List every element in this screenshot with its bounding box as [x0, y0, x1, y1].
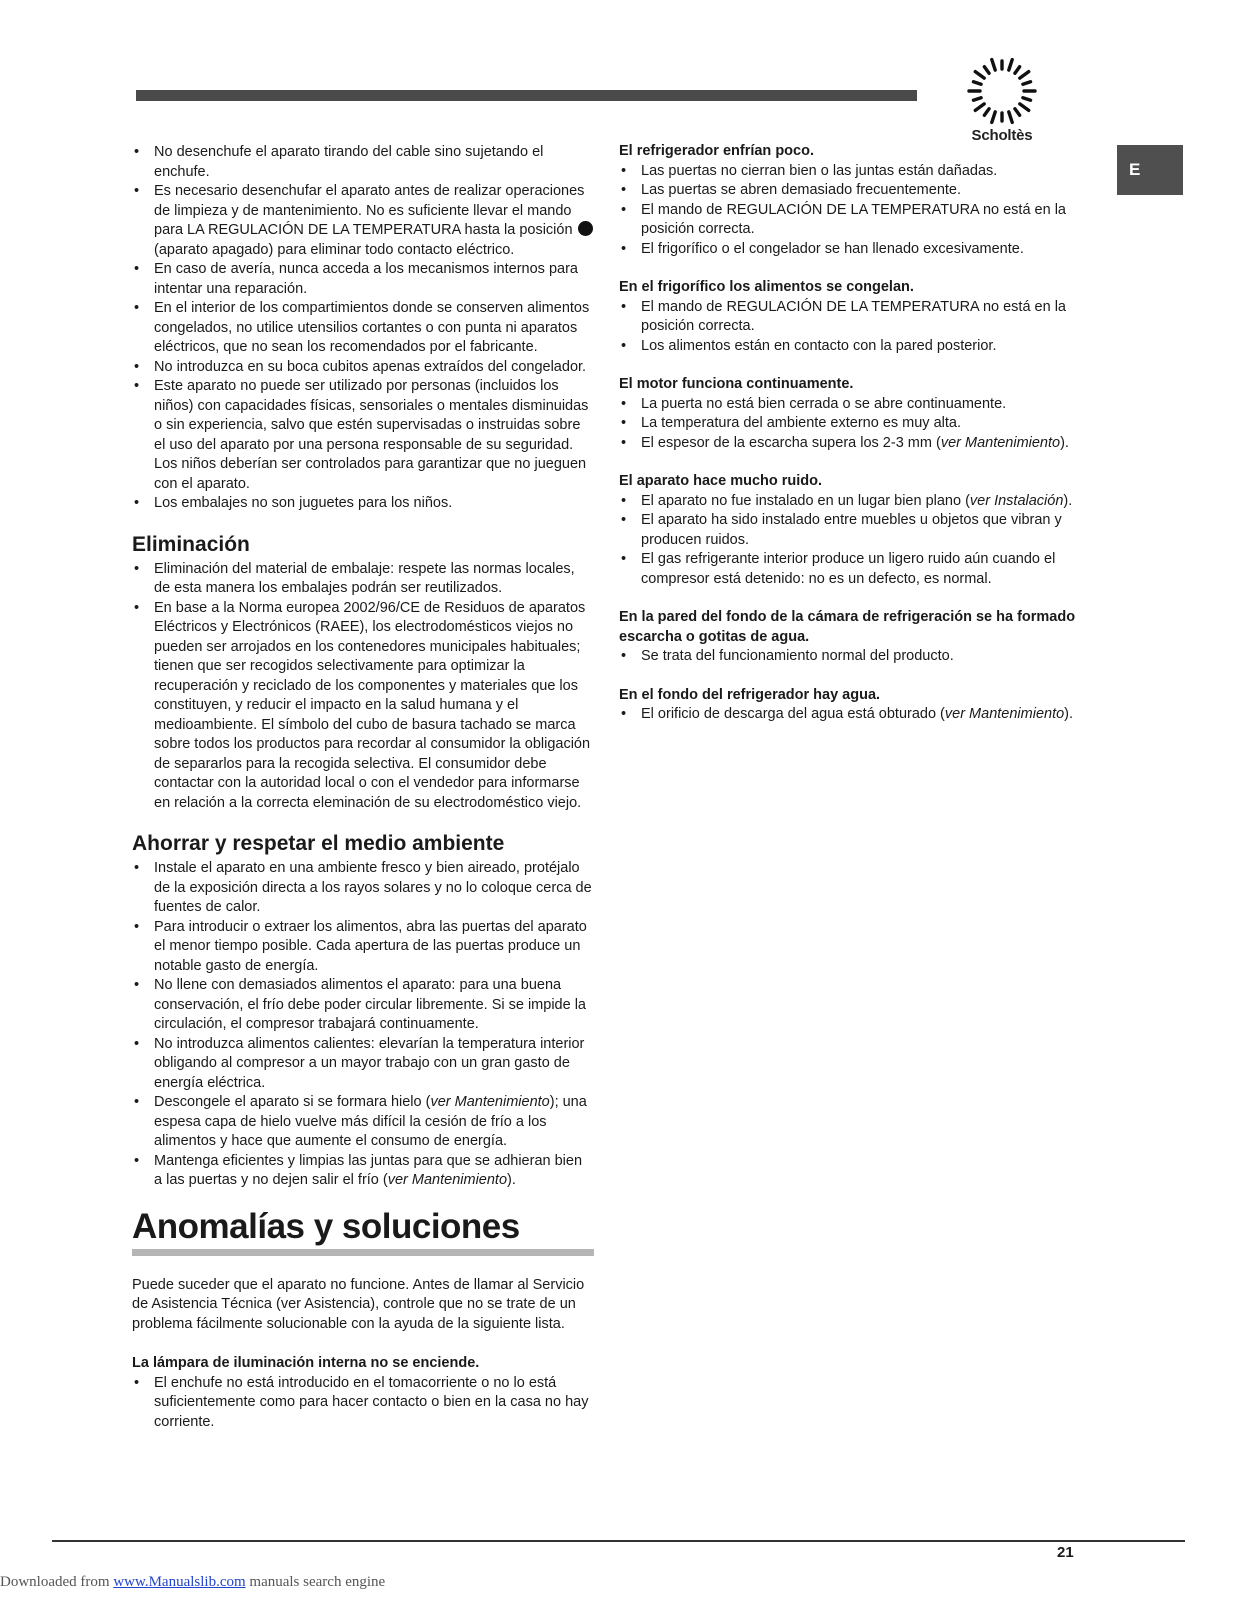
list-item: • Se trata del funcionamiento normal del producto. [619, 647, 1079, 667]
list-item: • Para introducir o extraer los alimentos, abra las puertas del aparato el menor tiempo posible. Cada apertura de las puertas produce un notable gasto de energía. [132, 918, 594, 977]
list-item: • No introduzca en su boca cubitos apenas extraídos del congelador. [132, 358, 594, 378]
logo-ray [1020, 104, 1029, 110]
problem-title: El aparato hace mucho ruido. [619, 473, 823, 489]
list-item: • El mando de REGULACIÓN DE LA TEMPERATURA no está en la posición correcta. [619, 201, 1079, 240]
list-item: • Las puertas no cierran bien o las juntas están dañadas. [619, 162, 1079, 182]
problem-group [619, 608, 1079, 667]
list-item: • Los alimentos están en contacto con la pared posterior. [619, 337, 1079, 357]
logo-ray [975, 104, 984, 110]
list-item: • Los embalajes no son juguetes para los niños. [132, 494, 594, 514]
logo-ray [984, 67, 989, 73]
list-item: • El mando de REGULACIÓN DE LA TEMPERATURA no está en la posición correcta. [619, 298, 1079, 337]
language-tab: E [1117, 145, 1183, 195]
list-item: • Descongele el aparato si se formara hielo (ver Mantenimiento); una espesa capa de hielo vuelve más difícil la cesión de frío a los alimentos y hace que aumente el consumo de energía. [132, 1093, 594, 1152]
problem-group [619, 472, 1079, 589]
logo-ray [1023, 98, 1031, 100]
sun-logo-icon [966, 56, 1038, 126]
title-underline [132, 1249, 594, 1256]
manualslib-link[interactable]: www.Manualslib.com [113, 1574, 246, 1590]
list-item: • El frigorífico o el congelador se han llenado excesivamente. [619, 240, 1079, 260]
list-item: • El aparato ha sido instalado entre muebles u objetos que vibran y producen ruidos. [619, 511, 1079, 550]
list-item: • El gas refrigerante interior produce un ligero ruido aún cuando el compresor está detenido: no es un defecto, es normal. [619, 550, 1079, 589]
problem-title: El motor funciona continuamente. [619, 376, 854, 392]
brand-logo [962, 56, 1042, 148]
left-column [132, 143, 594, 1432]
list-item: • Mantenga eficientes y limpias las juntas para que se adhieran bien a las puertas y no dejen salir el frío (ver Mantenimiento). [132, 1152, 594, 1191]
logo-ray [973, 98, 981, 100]
problem-group [619, 278, 1079, 356]
logo-ray [1023, 82, 1031, 84]
cross-reference: ver Mantenimiento [944, 706, 1065, 722]
list-item: • Eliminación del material de embalaje: respete las normas locales, de esta manera los embalajes podrán ser reutilizados. [132, 560, 594, 599]
page-number: 21 [1057, 1544, 1074, 1561]
cross-reference: ver Instalación [969, 492, 1064, 509]
problem-group [619, 686, 1079, 725]
section-title-ahorrar: Ahorrar y respetar el medio ambiente [132, 832, 505, 855]
logo-ray [973, 82, 981, 84]
brand-name: Scholtès [971, 127, 1033, 144]
page-title: Anomalías y soluciones [132, 1206, 520, 1246]
list-item: • No llene con demasiados alimentos el aparato: para una buena conservación, el frío debe poder circular libremente. Si se impide la circulación, el compresor trabajará continuamente. [132, 976, 594, 1035]
logo-ray [1020, 72, 1029, 78]
logo-ray [984, 109, 989, 115]
list-item: • El enchufe no está introducido en el tomacorriente o no lo está suficientemente como para hacer contacto o bien en la casa no hay corriente. [132, 1374, 594, 1433]
list-item: • Las puertas se abren demasiado frecuentemente. [619, 181, 1079, 201]
logo-ray [992, 112, 995, 122]
logo-ray [1009, 112, 1012, 122]
right-column [619, 142, 1079, 744]
list-item: • El espesor de la escarcha supera los 2-3 mm (ver Mantenimiento). [619, 434, 1079, 454]
logo-ray [1015, 67, 1020, 73]
problem-title: En la pared del fondo de la cámara de refrigeración se ha formado escarcha o gotitas de agua. [619, 609, 1076, 645]
problem-title: La lámpara de iluminación interna no se enciende. [132, 1355, 480, 1371]
logo-ray [1015, 109, 1020, 115]
download-footer: Downloaded from www.Manualslib.com manuals search engine [0, 1574, 386, 1590]
problem-group [619, 375, 1079, 453]
list-item: • En el interior de los compartimientos donde se conserven alimentos congelados, no utilice utensilios cortantes o con punta ni aparatos eléctricos, que no sean los recomendados por el fabricante. [132, 299, 594, 358]
problem-group [619, 142, 1079, 259]
list-item: • Instale el aparato en una ambiente fresco y bien aireado, protéjalo de la exposición directa a los rayos solares y no lo coloque cerca de fuentes de calor. [132, 859, 594, 918]
problem-title: En el frigorífico los alimentos se congelan. [619, 279, 914, 295]
list-item: • La puerta no está bien cerrada o se abre continuamente. [619, 395, 1079, 415]
problem-list [132, 1374, 594, 1433]
list-item: • En base a la Norma europea 2002/96/CE de Residuos de aparatos Eléctricos y Electrónicos (RAEE), los electrodomésticos viejos no pueden ser arrojados en los contenedores municipales habituales; tienen que ser recogidos selectivamente para optimizar la recuperación y reciclado de los componentes y materiales que los constituyen, y reducir el impacto en la salud humana y el medioambiente. El símbolo del cubo de basura tachado se marca sobre todos los productos para recordar al consumidor la obligación de separarlos para la recogida selectiva. El consumidor debe contactar con la autoridad local o con el vendedor para informarse en relación a la correcta eleminación de su electrodoméstico viejo. [132, 599, 594, 814]
ahorrar-list [132, 859, 594, 1191]
logo-ray [1009, 60, 1012, 70]
list-item: • Es necesario desenchufar el aparato antes de realizar operaciones de limpieza y de mantenimiento. No es suficiente llevar el mando para LA REGULACIÓN DE LA TEMPERATURA hasta la posición (aparato apagado) para eliminar todo contacto eléctrico. [132, 182, 594, 260]
intro-paragraph: Puede suceder que el aparato no funcione. Antes de llamar al Servicio de Asistencia Técnica (ver Asistencia), controle que no se trate de un problema fácilmente solucionable con la ayuda de la siguiente lista. [132, 1276, 585, 1332]
list-item: • Este aparato no puede ser utilizado por personas (incluidos los niños) con capacidades físicas, sensoriales o mentales disminuidas o sin experiencia, salvo que estén supervisadas o instruidas sobre el uso del aparato por una persona responsable de su seguridad. Los niños deberían ser controlados para garantizar que no jueguen con el aparato. [132, 377, 594, 494]
cross-reference: ver Mantenimiento [940, 434, 1061, 451]
list-item: • En caso de avería, nunca acceda a los mecanismos internos para intentar una reparación. [132, 260, 594, 299]
logo-ray [975, 72, 984, 78]
footer-rule [52, 1540, 1185, 1542]
list-item: • No introduzca alimentos calientes: elevarían la temperatura interior obligando al compresor a un mayor trabajo con un gran gasto de energía eléctrica. [132, 1035, 594, 1094]
header-bar [136, 90, 917, 101]
list-item: • El orificio de descarga del agua está obturado (ver Mantenimiento). [619, 705, 1079, 725]
cross-reference: ver Mantenimiento [430, 1094, 550, 1110]
section-title-eliminacion: Eliminación [132, 532, 250, 556]
list-item: • No desenchufe el aparato tirando del cable sino sujetando el enchufe. [132, 143, 594, 182]
list-item: • La temperatura del ambiente externo es muy alta. [619, 414, 1079, 434]
logo-ray [992, 60, 995, 70]
problem-title: El refrigerador enfrían poco. [619, 143, 814, 159]
off-position-icon [578, 221, 593, 236]
cross-reference: ver Mantenimiento [387, 1172, 508, 1188]
list-item: • El aparato no fue instalado en un lugar bien plano (ver Instalación). [619, 492, 1079, 512]
problem-title: En el fondo del refrigerador hay agua. [619, 686, 881, 703]
safety-list [132, 143, 594, 514]
eliminacion-list [132, 560, 594, 814]
